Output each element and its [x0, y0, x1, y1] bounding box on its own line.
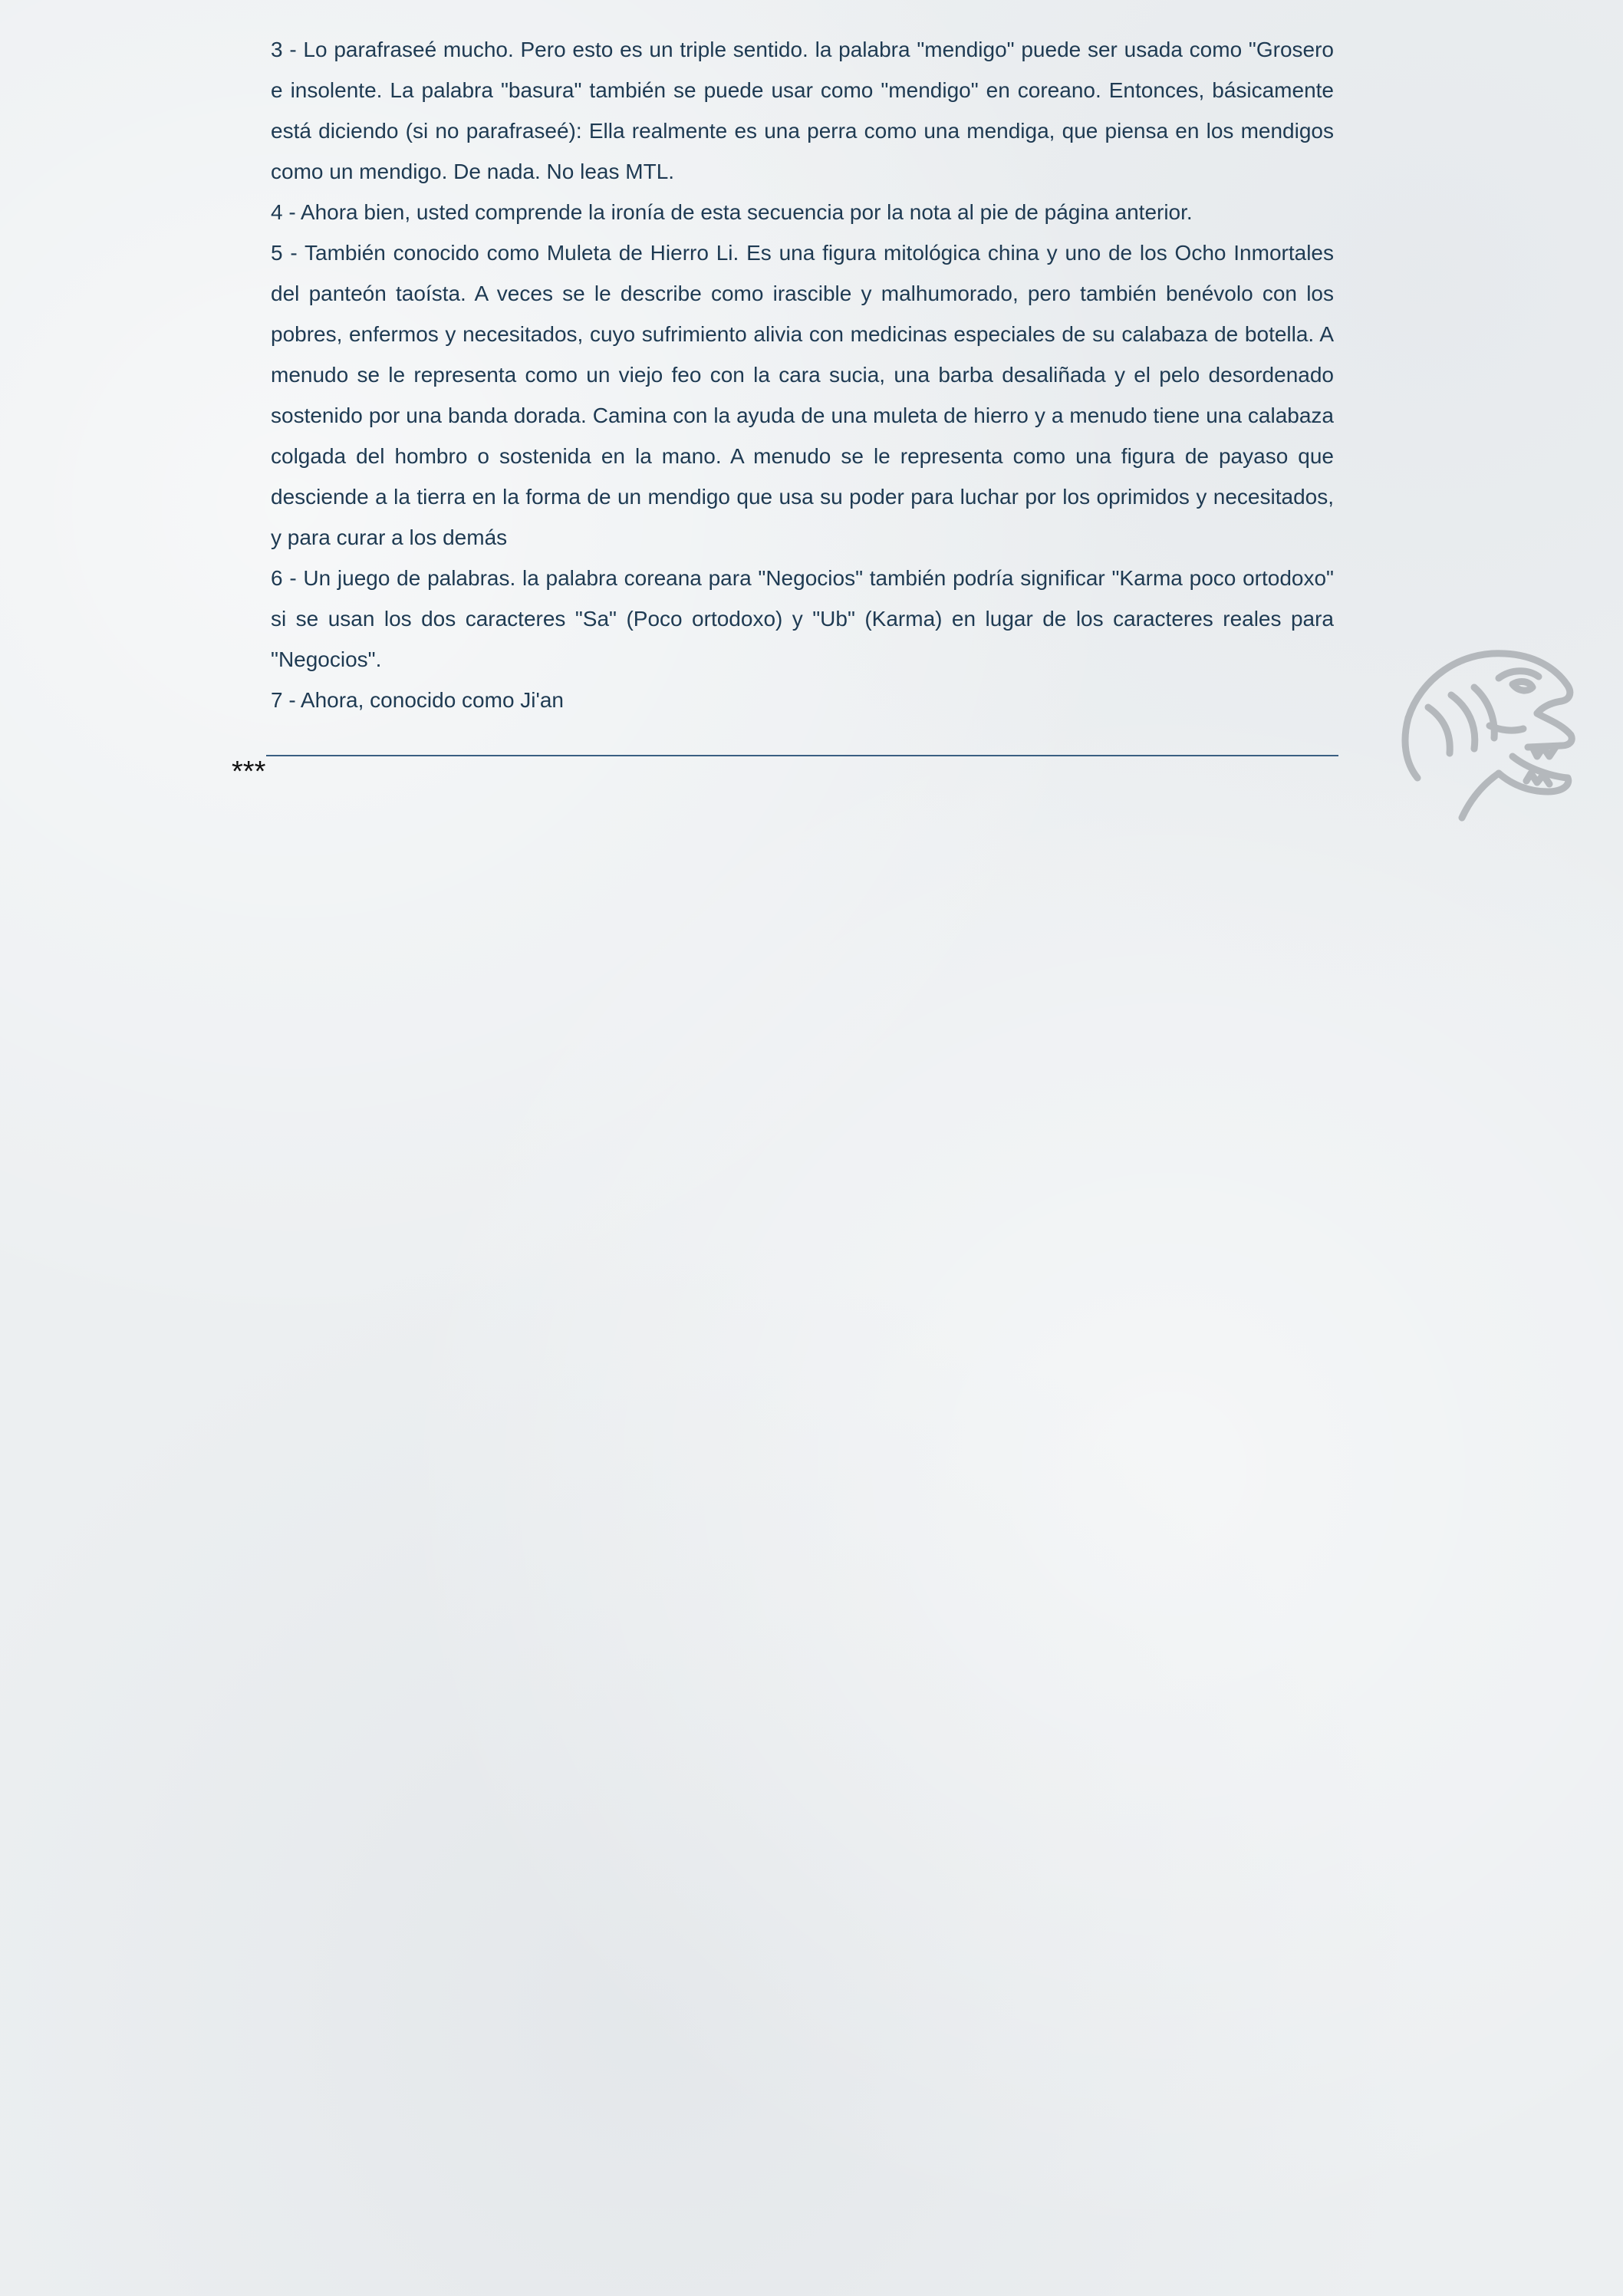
section-separator: *** [232, 756, 266, 788]
footnote-7: 7 - Ahora, conocido como Ji'an [271, 688, 565, 712]
footnote-divider [266, 755, 1338, 756]
footnote-5: 5 - También conocido como Muleta de Hierro Li. Es una figura mitológica china y uno de los Ocho Inmortales del panteón taoísta. A veces se le describe como irascible y malhumorado, pero también benévolo con los pobres, enfermos y necesitados, cuyo sufrimiento alivia con medicinas especiales de su calabaza de botella. A menudo se le representa como un viejo feo con la cara sucia, una barba desaliñada y el pelo desordenado sostenido por una banda dorada. Camina con la ayuda de una muleta de hierro y a menudo tiene una calabaza colgada del hombro o sostenida en la mano. A menudo se le representa como una figura de payaso que desciende a la tierra en la forma de un mendigo que usa su poder para luchar por los oprimidos y necesitados, y para curar a los demás [271, 241, 1334, 549]
footnote-6: 6 - Un juego de palabras. la palabra coreana para "Negocios" también podría significar "Karma poco ortodoxo" si se usan los dos caracteres "Sa" (Poco ortodoxo) y "Ub" (Karma) en lugar de los caracteres reales para "Negocios". [271, 566, 1334, 671]
footnotes-list [271, 29, 1334, 720]
footnote-4: 4 - Ahora bien, usted comprende la ironía de esta secuencia por la nota al pie de página anterior. [271, 200, 1193, 224]
dinosaur-head-icon [1397, 634, 1579, 830]
footnote-3: 3 - Lo parafraseé mucho. Pero esto es un triple sentido. la palabra "mendigo" puede ser usada como "Grosero e insolente. La palabra "basura" también se puede usar como "mendigo" en coreano. Entonces, básicamente está diciendo (si no parafraseé): Ella realmente es una perra como una mendiga, que piensa en los mendigos como un mendigo. De nada. No leas MTL. [271, 38, 1334, 183]
